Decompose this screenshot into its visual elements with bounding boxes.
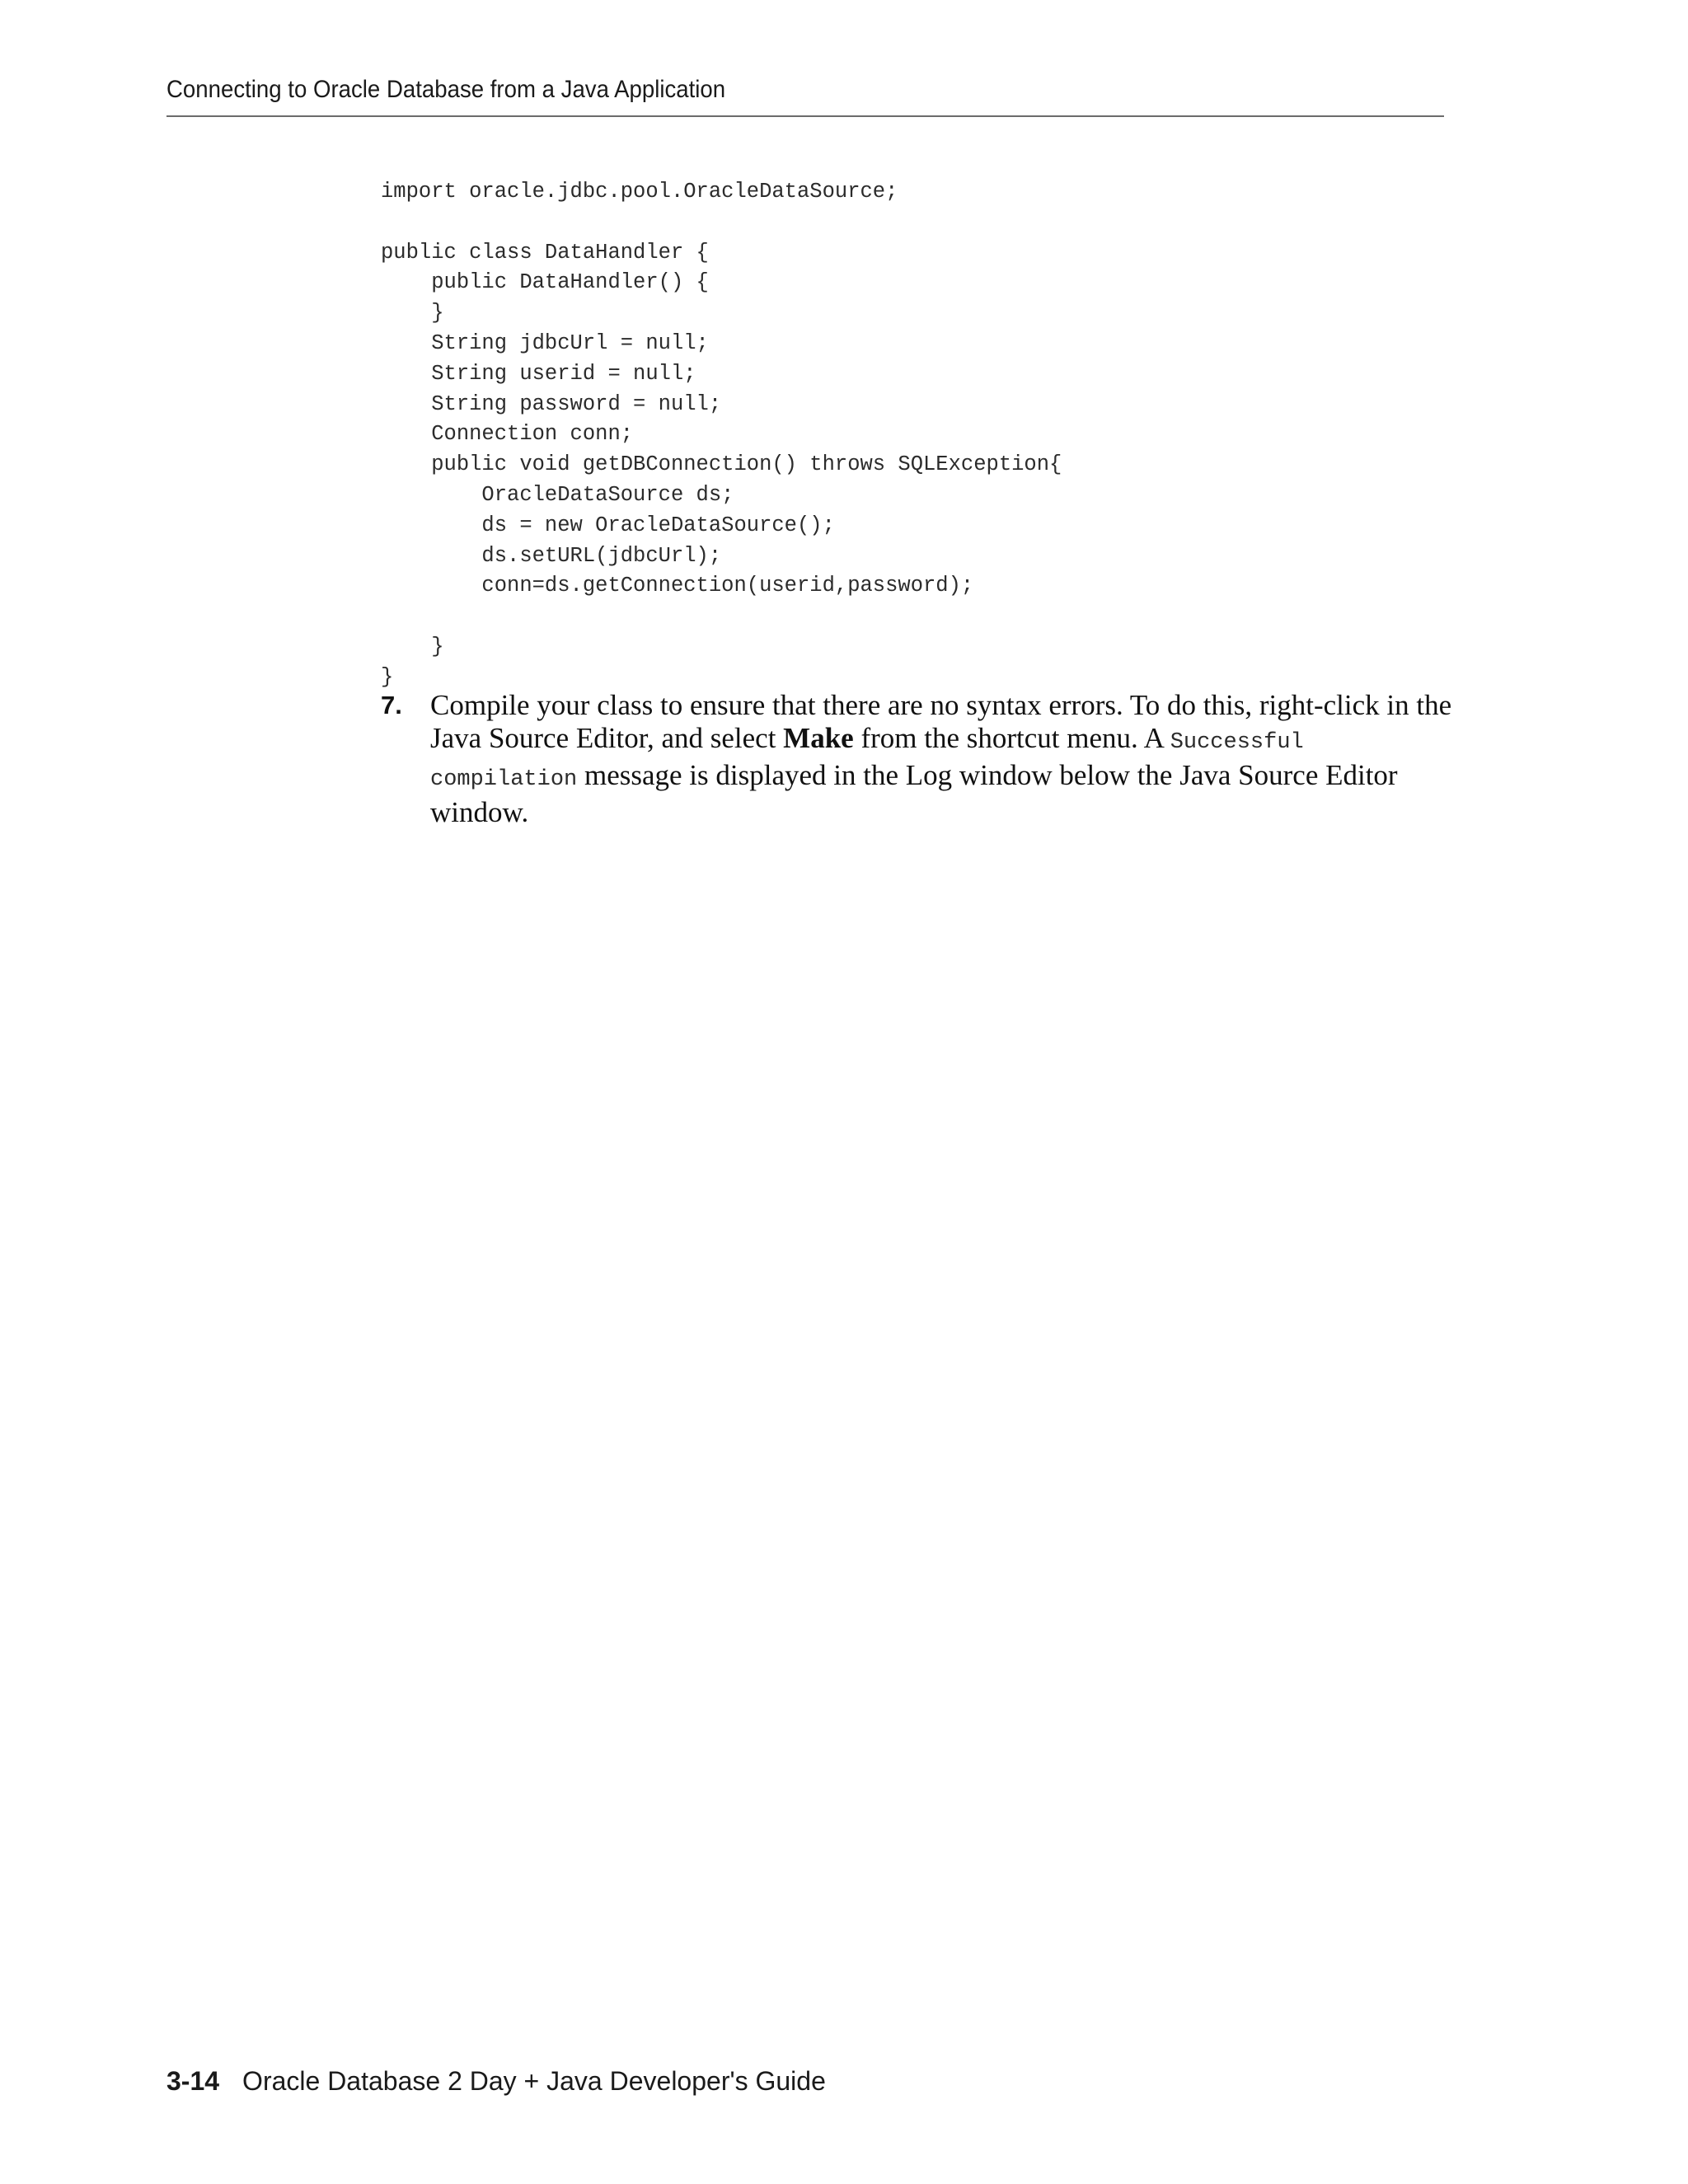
step-number: 7. [381,691,402,719]
step-text-part-2: from the shortcut menu. A [853,722,1170,754]
header-divider [166,115,1444,117]
code-example: import oracle.jdbc.pool.OracleDataSource; public class DataHandler { public DataHandler() { } String jdbcUrl = null; String userid = null; String password = null; Connection conn; public void getDBConnection() throws SQLException{ OracleDataSource ds; ds = new OracleDataSource(); ds.setURL(jdbcUrl); conn=ds.getConnection(userid,password); } } [381,180,1062,689]
running-header-title: Connecting to Oracle Database from a Java Application [166,76,726,103]
step-text-part-3: message is displayed in the Log window below the Java Source Editor window. [430,759,1398,828]
procedure-step-7 [381,689,1452,829]
page-footer [166,2066,826,2097]
footer-page-number: 3-14 [166,2066,220,2096]
footer-book-title: Oracle Database 2 Day + Java Developer's Guide [242,2066,826,2096]
step-text [430,689,1452,829]
step-text-part-1: Compile your class to ensure that there are no syntax errors. To do this, right-click in the Java Source Editor, and select [430,689,1452,754]
successful-compilation-message: Successful compilation [430,730,1304,792]
make-command-label: Make [783,722,854,754]
